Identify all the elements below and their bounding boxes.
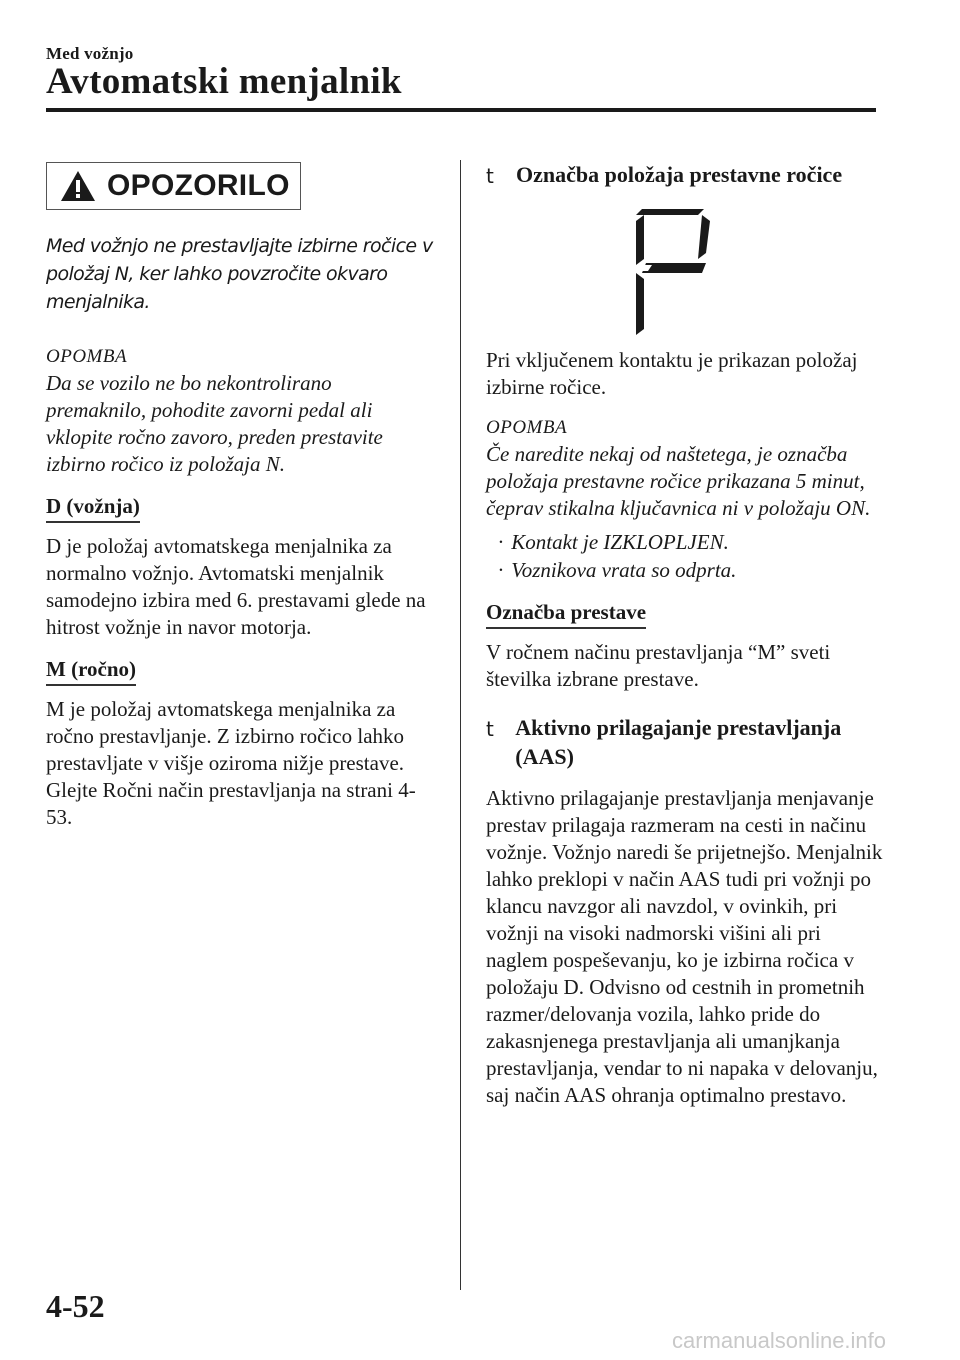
- warning-label: OPOZORILO: [107, 169, 290, 202]
- bullet-marker: t: [486, 717, 494, 741]
- indicator-text: Pri vključenem kontaktu je prikazan položaj izbirne ročice.: [486, 348, 858, 399]
- header-rule: [46, 108, 876, 112]
- aas-text: Aktivno prilagajanje prestavljanja menjavanje prestav prilagaja razmeram na cesti in načinu vožnje. Vožnjo naredi še prijetnejšo. Menjalnik lahko preklopi v način AAS tudi pri vožnji po klancu navzgor ali navzdol, v ovinkih, pri vožnji na visoki nadmorski višini ali pri naglem pospeševanju, ko je izbirna ročica v položaju D. Odvisno od cestnih in prometnih razmer/delovanja vozila, lahko pride do zakasnjenega prestavljanja ali umanjkanja prestavljanja, vendar to ni napaka v delovanju, saj način AAS ohranja optimalno prestavo.: [486, 786, 883, 1107]
- note-list: [486, 528, 886, 584]
- warning-box: [46, 162, 301, 210]
- section-label: Med vožnjo: [46, 44, 134, 63]
- aas-heading: [486, 713, 886, 771]
- note-text-right: Če naredite nekaj od naštetega, je označba položaja prestavne ročice prikazana 5 minut, čeprav stikalna ključavnica ni v položaju ON.: [486, 442, 871, 520]
- note-title-right: OPOMBA: [486, 417, 568, 438]
- page-number: 4-52: [46, 1288, 105, 1324]
- note-title: OPOMBA: [46, 346, 128, 367]
- aas-heading-text: Aktivno prilagajanje prestavljanja (AAS): [515, 715, 842, 769]
- page-title: Avtomatski menjalnik: [46, 61, 402, 102]
- warning-triangle-icon: [59, 169, 97, 203]
- note-text: Da se vozilo ne bo nekontrolirano premaknilo, pohodite zavorni pedal ali vklopite ročno zavoro, preden prestavite izbirno ročico iz položaja N.: [46, 371, 383, 476]
- left-column: [46, 162, 436, 831]
- heading-drive: D (vožnja): [46, 494, 140, 523]
- indicator-heading-text: Označba položaja prestavne ročice: [516, 162, 843, 187]
- warning-text: Med vožnjo ne prestavljajte izbirne ročice v položaj N, ker lahko povzročite okvaro menjalnika.: [46, 235, 433, 313]
- bullet-marker: t: [486, 164, 494, 188]
- gear-text: V ročnem načinu prestavljanja “M” sveti številka izbrane prestave.: [486, 640, 831, 691]
- heading-manual: M (ročno): [46, 657, 136, 686]
- column-divider: [460, 160, 461, 1290]
- heading-gear: Označba prestave: [486, 600, 646, 629]
- manual-text: M je položaj avtomatskega menjalnika za ročno prestavljanje. Z izbirno ročico lahko prestavljate v višje oziroma nižje prestave. Glejte Ročni način prestavljanja na strani 4-53.: [46, 697, 416, 829]
- drive-text: D je položaj avtomatskega menjalnika za normalno vožnjo. Avtomatski menjalnik samodejno izbira med 6. prestavami glede na hitrost vožnje in navor motorja.: [46, 534, 426, 639]
- list-item: · Kontakt je IZKLOPLJEN.: [498, 530, 729, 554]
- right-column: [486, 160, 886, 1109]
- segment-display-P-icon: [606, 207, 726, 337]
- indicator-heading: [486, 160, 886, 191]
- watermark: carmanualsonline.info: [672, 1328, 887, 1353]
- list-item: · Voznikova vrata so odprta.: [498, 558, 737, 582]
